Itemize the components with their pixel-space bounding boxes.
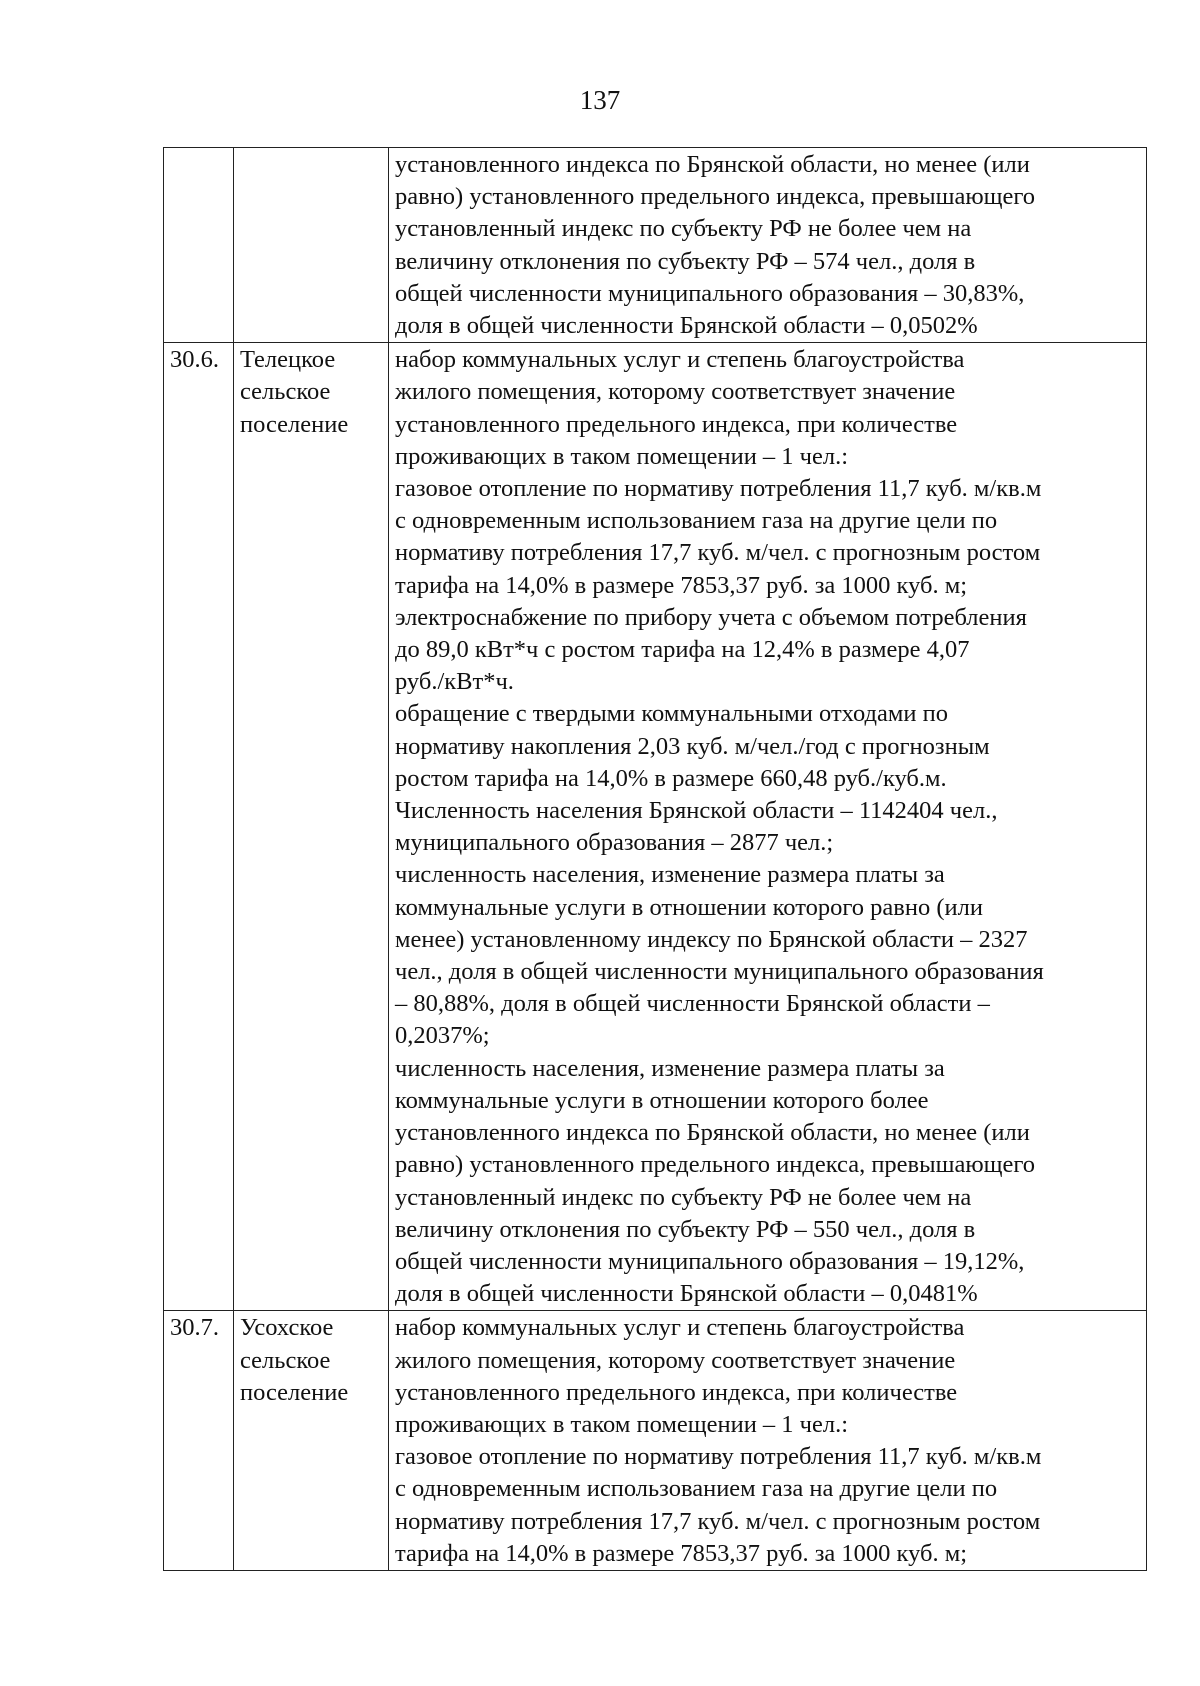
description-cell [389,148,1147,343]
settlement-name-line: поселение [240,410,349,438]
description-line: с одновременным использованием газа на другие цели по [395,507,998,535]
description-line: жилого помещения, которому соответствует значение [395,378,956,406]
description-line: 0,2037%; [395,1022,490,1050]
description-line: нормативу потребления 17,7 куб. м/чел. с прогнозным ростом [395,539,1041,567]
description-line: величину отклонения по субъекту РФ – 550 чел., доля в [395,1215,976,1243]
description-line: доля в общей численности Брянской области – 0,0502% [395,312,978,340]
description-line: величину отклонения по субъекту РФ – 574 чел., доля в [395,247,976,275]
description-line: установленного индекса по Брянской области, но менее (или [395,1119,1030,1147]
description-line: общей численности муниципального образования – 19,12%, [395,1247,1025,1275]
settlement-name-line: Телецкое [240,346,336,374]
description-line: – 80,88%, доля в общей численности Брянской области – [395,990,990,1018]
document-table [163,147,1147,1571]
description-line: обращение с твердыми коммунальными отходами по [395,700,948,728]
description-line: установленный индекс по субъекту РФ не более чем на [395,1183,972,1211]
description-line: равно) установленного предельного индекса, превышающего [395,1151,1036,1179]
settlement-name-line: поселение [240,1378,349,1406]
settlement-name-cell [234,1311,389,1571]
table-row [164,148,1147,343]
description-line: общей численности муниципального образования – 30,83%, [395,279,1025,307]
table-body [164,148,1147,1571]
description-line: ростом тарифа на 14,0% в размере 660,48 руб./куб.м. [395,764,947,792]
description-line: численность населения, изменение размера платы за [395,861,945,889]
description-line: газовое отопление по нормативу потребления 11,7 куб. м/кв.м [395,475,1042,503]
table-row [164,1311,1147,1571]
settlement-name-cell [234,343,389,1311]
description-line: до 89,0 кВт*ч с ростом тарифа на 12,4% в размере 4,07 [395,636,970,664]
description-line: коммунальные услуги в отношении которого равно (или [395,893,983,921]
row-number-cell [164,148,234,343]
row-number-cell: 30.6. [164,343,234,1311]
settlement-name-line: Усохское [240,1314,334,1342]
description-line: равно) установленного предельного индекса, превышающего [395,183,1036,211]
description-cell [389,343,1147,1311]
settlement-name-line: сельское [240,378,331,406]
description-line: тарифа на 14,0% в размере 7853,37 руб. за 1000 куб. м; [395,571,968,599]
table-row [164,343,1147,1311]
description-line: проживающих в таком помещении – 1 чел.: [395,442,849,470]
description-cell [389,1311,1147,1571]
description-line: чел., доля в общей численности муниципального образования [395,958,1044,986]
description-line: установленного индекса по Брянской области, но менее (или [395,151,1030,178]
description-line: газовое отопление по нормативу потребления 11,7 куб. м/кв.м [395,1443,1042,1471]
description-line: тарифа на 14,0% в размере 7853,37 руб. за 1000 куб. м; [395,1539,968,1567]
settlement-name-cell [234,148,389,343]
description-line: коммунальные услуги в отношении которого более [395,1086,929,1114]
description-line: руб./кВт*ч. [395,668,514,696]
description-line: электроснабжение по прибору учета с объемом потребления [395,603,1027,631]
description-line: установленный индекс по субъекту РФ не более чем на [395,215,972,243]
description-line: проживающих в таком помещении – 1 чел.: [395,1410,849,1438]
row-number-cell: 30.7. [164,1311,234,1571]
description-line: Численность населения Брянской области – 1142404 чел., [395,797,998,825]
description-line: нормативу накопления 2,03 куб. м/чел./год с прогнозным [395,732,990,760]
description-line: установленного предельного индекса, при количестве [395,1378,958,1406]
description-line: установленного предельного индекса, при количестве [395,410,958,438]
description-line: доля в общей численности Брянской области – 0,0481% [395,1280,978,1308]
description-line: жилого помещения, которому соответствует значение [395,1346,956,1374]
description-line: муниципального образования – 2877 чел.; [395,829,834,857]
settlement-name-line: сельское [240,1346,331,1374]
description-line: менее) установленному индексу по Брянской области – 2327 [395,925,1028,953]
description-line: набор коммунальных услуг и степень благоустройства [395,346,965,374]
description-line: нормативу потребления 17,7 куб. м/чел. с прогнозным ростом [395,1507,1041,1535]
description-line: с одновременным использованием газа на другие цели по [395,1475,998,1503]
description-line: набор коммунальных услуг и степень благоустройства [395,1314,965,1342]
page-number: 137 [579,85,621,115]
description-line: численность населения, изменение размера платы за [395,1054,945,1082]
